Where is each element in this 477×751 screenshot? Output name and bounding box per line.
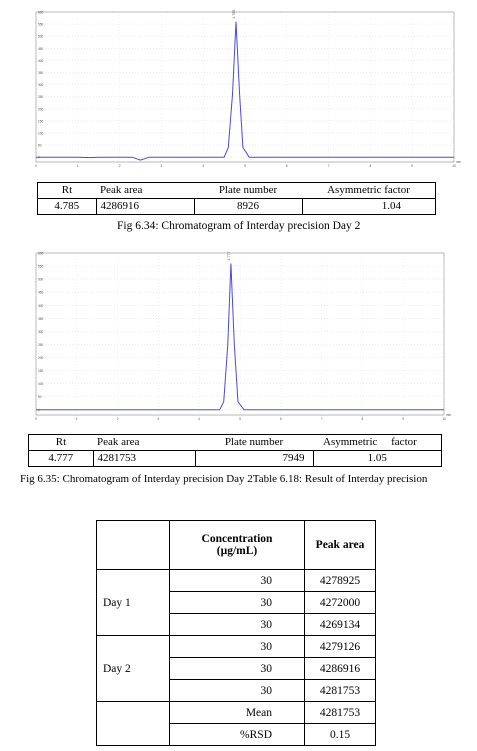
y-tick-label: 350 <box>38 316 44 321</box>
header-rt: Rt <box>38 183 97 199</box>
header-concentration <box>170 521 305 570</box>
summary-label-rsd: %RSD <box>170 724 305 746</box>
y-tick-label: 600 <box>38 10 44 15</box>
x-tick-label: 7 <box>320 417 323 421</box>
x-tick-label: 10 <box>442 417 446 421</box>
x-tick-label: 2 <box>116 417 119 421</box>
x-tick-label: 5 <box>244 164 246 168</box>
header-concentration-line1: Concentration <box>201 533 273 545</box>
interday-precision-table <box>96 520 376 746</box>
y-tick-label: 100 <box>38 131 44 136</box>
header-concentration-line2: (µg/mL) <box>216 545 258 557</box>
y-tick-label: 300 <box>38 83 44 88</box>
y-tick-label: 50 <box>38 143 42 148</box>
y-tick-label: 550 <box>38 264 44 269</box>
x-tick-label: 6 <box>279 417 282 421</box>
chromatogram-1 <box>28 6 466 176</box>
x-tick-label: 2 <box>118 164 121 168</box>
x-unit-label: min <box>456 160 462 164</box>
header-peak-area: Peak area <box>93 435 195 451</box>
summary-empty <box>97 702 170 746</box>
x-tick-label: 1 <box>76 164 79 168</box>
y-tick-label: 400 <box>38 58 44 63</box>
summary-value-mean: 4281753 <box>305 702 376 724</box>
header-asymmetric: Asymmetric <box>323 436 378 448</box>
header-asymmetric-factor: Asymmetric factor <box>302 183 436 199</box>
concentration-cell: 30 <box>170 592 305 614</box>
group-label-day1: Day 1 <box>97 570 170 636</box>
figure-caption-1: Fig 6.34: Chromatogram of Interday precision Day 2 <box>117 220 361 232</box>
header-factor: factor <box>391 436 417 448</box>
y-tick-label: 200 <box>38 356 44 361</box>
y-tick-label: 300 <box>38 329 44 334</box>
y-tick-label: 450 <box>38 290 44 295</box>
peak-table-1 <box>37 182 436 215</box>
x-tick-label: 4 <box>198 417 201 421</box>
value-asymmetric-factor: 1.04 <box>302 199 436 215</box>
peak-area-cell: 4281753 <box>305 680 376 702</box>
chromatogram-2 <box>28 247 456 429</box>
peak-label: 4.785 <box>232 9 237 19</box>
table-row <box>97 636 376 658</box>
header-empty <box>97 521 170 570</box>
peak-area-cell: 4286916 <box>305 658 376 680</box>
x-tick-label: 8 <box>369 164 372 168</box>
value-asymmetric-factor: 1.05 <box>313 451 442 467</box>
summary-value-rsd: 0.15 <box>305 724 376 746</box>
x-tick-label: 10 <box>452 164 456 168</box>
header-rt: Rt <box>29 435 94 451</box>
y-tick-label: 550 <box>38 22 44 27</box>
group-label-day2: Day 2 <box>97 636 170 702</box>
x-tick-label: 3 <box>160 164 163 168</box>
peak-area-cell: 4279126 <box>305 636 376 658</box>
header-peak-area: Peak area <box>96 183 194 199</box>
header-plate-number: Plate number <box>195 435 313 451</box>
y-tick-label: 50 <box>38 395 42 400</box>
concentration-cell: 30 <box>170 570 305 592</box>
x-tick-label: 9 <box>411 164 414 168</box>
peak-area-cell: 4269134 <box>305 614 376 636</box>
header-peak-area: Peak area <box>305 521 376 570</box>
table-row <box>97 570 376 592</box>
value-rt: 4.785 <box>38 199 97 215</box>
y-tick-label: 250 <box>38 95 44 100</box>
concentration-cell: 30 <box>170 658 305 680</box>
concentration-cell: 30 <box>170 614 305 636</box>
y-tick-label: 450 <box>38 46 44 51</box>
figure-caption-2: Fig 6.35: Chromatogram of Interday precision Day 2Table 6.18: Result of Interday precision <box>20 473 428 485</box>
y-tick-label: 200 <box>38 107 44 112</box>
peak-area-cell: 4272000 <box>305 592 376 614</box>
y-tick-label: 400 <box>38 303 44 308</box>
y-tick-label: 0 <box>38 155 40 160</box>
x-tick-label: 5 <box>239 417 241 421</box>
value-peak-area: 4286916 <box>96 199 194 215</box>
value-plate-number: 7949 <box>195 451 313 467</box>
x-tick-label: 4 <box>202 164 205 168</box>
y-tick-label: 500 <box>38 277 44 282</box>
value-plate-number: 8926 <box>194 199 302 215</box>
y-tick-label: 0 <box>38 408 40 413</box>
y-tick-label: 500 <box>38 34 44 39</box>
concentration-cell: 30 <box>170 680 305 702</box>
table-row <box>97 702 376 724</box>
peak-table-2 <box>28 434 442 467</box>
x-tick-label: 0 <box>35 417 37 421</box>
value-rt: 4.777 <box>29 451 94 467</box>
x-tick-label: 0 <box>35 164 37 168</box>
concentration-cell: 30 <box>170 636 305 658</box>
header-asymmetric-factor <box>313 435 442 451</box>
x-tick-label: 1 <box>75 417 78 421</box>
x-tick-label: 3 <box>157 417 160 421</box>
y-tick-label: 600 <box>38 251 44 256</box>
header-plate-number: Plate number <box>194 183 302 199</box>
x-unit-label: min <box>446 413 452 417</box>
x-tick-label: 9 <box>402 417 405 421</box>
x-tick-label: 6 <box>285 164 288 168</box>
y-tick-label: 350 <box>38 70 44 75</box>
y-tick-label: 150 <box>38 369 44 374</box>
y-tick-label: 150 <box>38 119 44 124</box>
peak-area-cell: 4278925 <box>305 570 376 592</box>
x-tick-label: 7 <box>327 164 330 168</box>
peak-label: 4.777 <box>226 251 231 261</box>
y-tick-label: 250 <box>38 342 44 347</box>
y-tick-label: 100 <box>38 382 44 387</box>
x-tick-label: 8 <box>361 417 364 421</box>
value-peak-area: 4281753 <box>93 451 195 467</box>
summary-label-mean: Mean <box>170 702 305 724</box>
